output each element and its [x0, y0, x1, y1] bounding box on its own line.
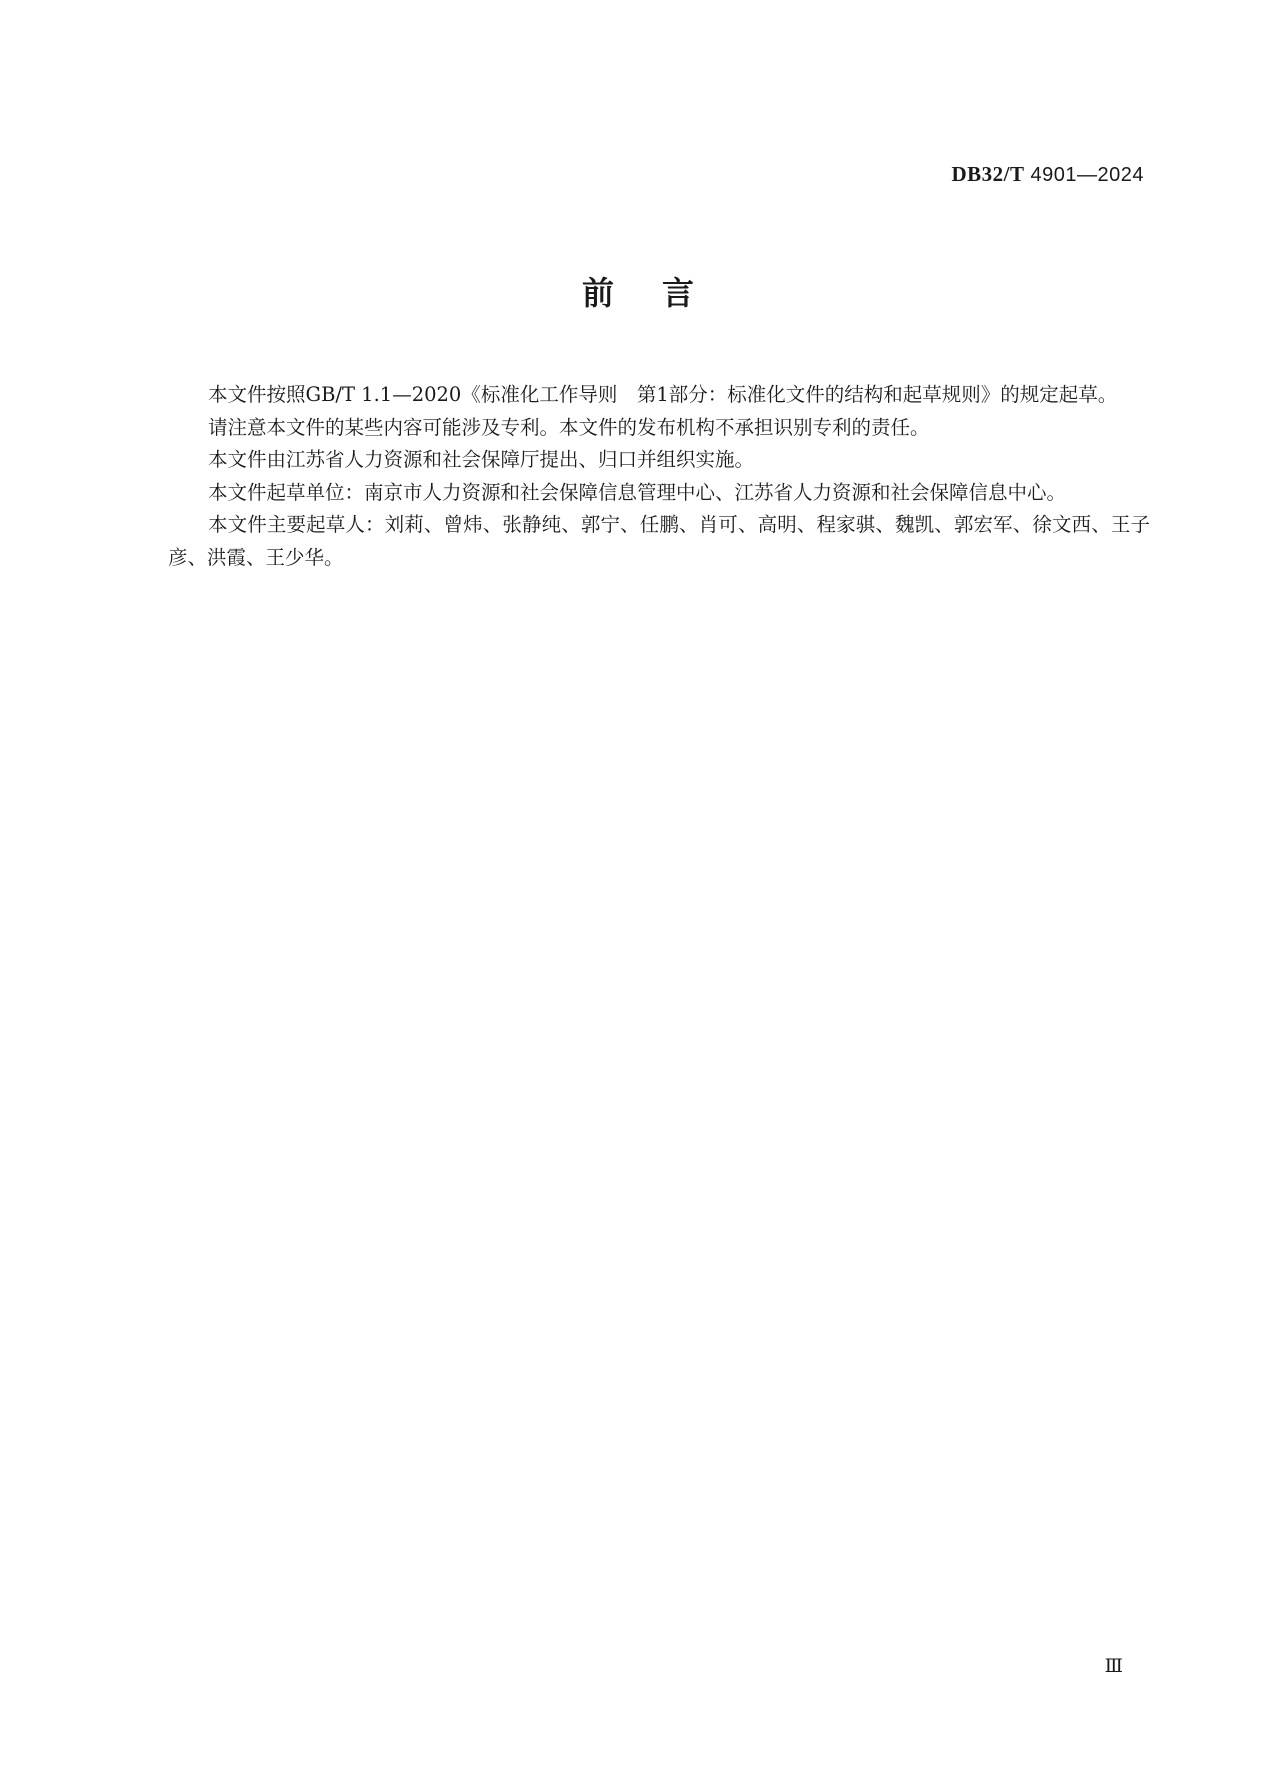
paragraph-drafting-units: 本文件起草单位：南京市人力资源和社会保障信息管理中心、江苏省人力资源和社会保障信息中心。 — [208, 480, 1067, 504]
paragraph-patent-notice: 请注意本文件的某些内容可能涉及专利。本文件的发布机构不承担识别专利的责任。 — [208, 415, 930, 439]
foreword-body — [168, 379, 1150, 574]
document-code — [951, 162, 1144, 187]
page-number: Ⅲ — [1104, 1656, 1122, 1677]
paragraph-drafters: 本文件主要起草人：刘莉、曾炜、张静纯、郭宁、任鹏、肖可、高明、程家骐、魏凯、郭宏军、徐文西、王子彦、洪霞、王少华。 — [168, 513, 1150, 569]
paragraph-proposer: 本文件由江苏省人力资源和社会保障厅提出、归口并组织实施。 — [208, 448, 755, 471]
document-code-number: 4901—2024 — [1030, 164, 1144, 186]
document-code-prefix: DB32/T — [951, 162, 1025, 186]
paragraph-drafting-basis: 本文件按照GB/T 1.1—2020《标准化工作导则 第1部分：标准化文件的结构和起草规则》的规定起草。 — [208, 383, 1118, 406]
page-title: 前言 — [581, 274, 742, 312]
